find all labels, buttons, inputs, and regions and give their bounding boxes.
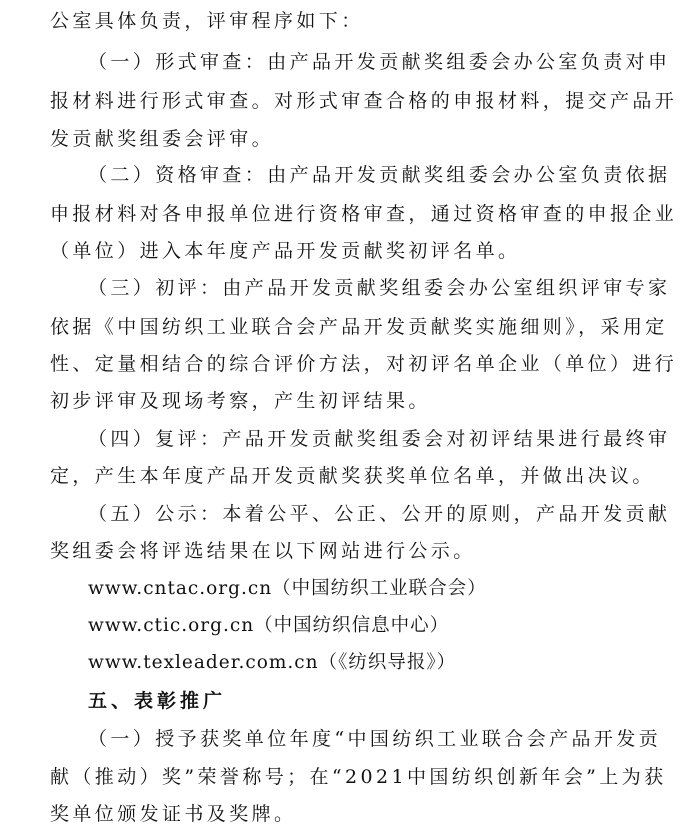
paragraph-line: 初步评审及现场考察，产生初评结果。 xyxy=(50,390,431,412)
paragraph-line: （一）形式审查：由产品开发贡献奖组委会办公室负责对申 xyxy=(88,51,671,73)
paragraph-line: （三）初评：由产品开发贡献奖组委会办公室组织评审专家 xyxy=(88,277,671,299)
paragraph-line: （单位）进入本年度产品开发贡献奖初评名单。 xyxy=(50,240,521,262)
section-heading: 五、表彰推广 xyxy=(88,690,227,712)
paragraph-line: 定，产生本年度产品开发贡献奖获奖单位名单，并做出决议。 xyxy=(50,465,655,487)
paragraph-line: （二）资格审查：由产品开发贡献奖组委会办公室负责依据 xyxy=(88,164,671,186)
paragraph-line: 依据《中国纺织工业联合会产品开发贡献奖实施细则》，采用定 xyxy=(50,316,668,338)
paragraph-line: 性、定量相结合的综合评价方法，对初评名单企业（单位）进行 xyxy=(50,353,678,375)
website-line-cntac: www.cntac.org.cn（中国纺织工业联合会） xyxy=(88,578,487,599)
paragraph-line: 公室具体负责，评审程序如下： xyxy=(50,10,364,32)
paragraph-line: 奖单位颁发证书及奖牌。 xyxy=(50,803,297,825)
paragraph-line: 献（推动）奖”荣誉称号；在“2021中国纺织创新年会”上为获 xyxy=(50,766,667,788)
paragraph-line: 报材料进行形式审查。对形式审查合格的申报材料，提交产品开 xyxy=(50,90,678,112)
website-line-ctic: www.ctic.org.cn（中国纺织信息中心） xyxy=(88,615,450,636)
website-line-texleader: www.texleader.com.cn（《纺织导报》） xyxy=(88,652,457,673)
paragraph-line: 奖组委会将评选结果在以下网站进行公示。 xyxy=(50,540,476,562)
paragraph-line: 申报材料对各申报单位进行资格审查，通过资格审查的申报企业 xyxy=(50,203,678,225)
paragraph-line: （五）公示：本着公平、公正、公开的原则，产品开发贡献 xyxy=(88,503,671,525)
paragraph-line: （一）授予获奖单位年度“中国纺织工业联合会产品开发贡 xyxy=(88,728,662,750)
paragraph-line: （四）复评：产品开发贡献奖组委会对初评结果进行最终审 xyxy=(88,428,671,450)
paragraph-line: 发贡献奖组委会评审。 xyxy=(50,128,275,150)
